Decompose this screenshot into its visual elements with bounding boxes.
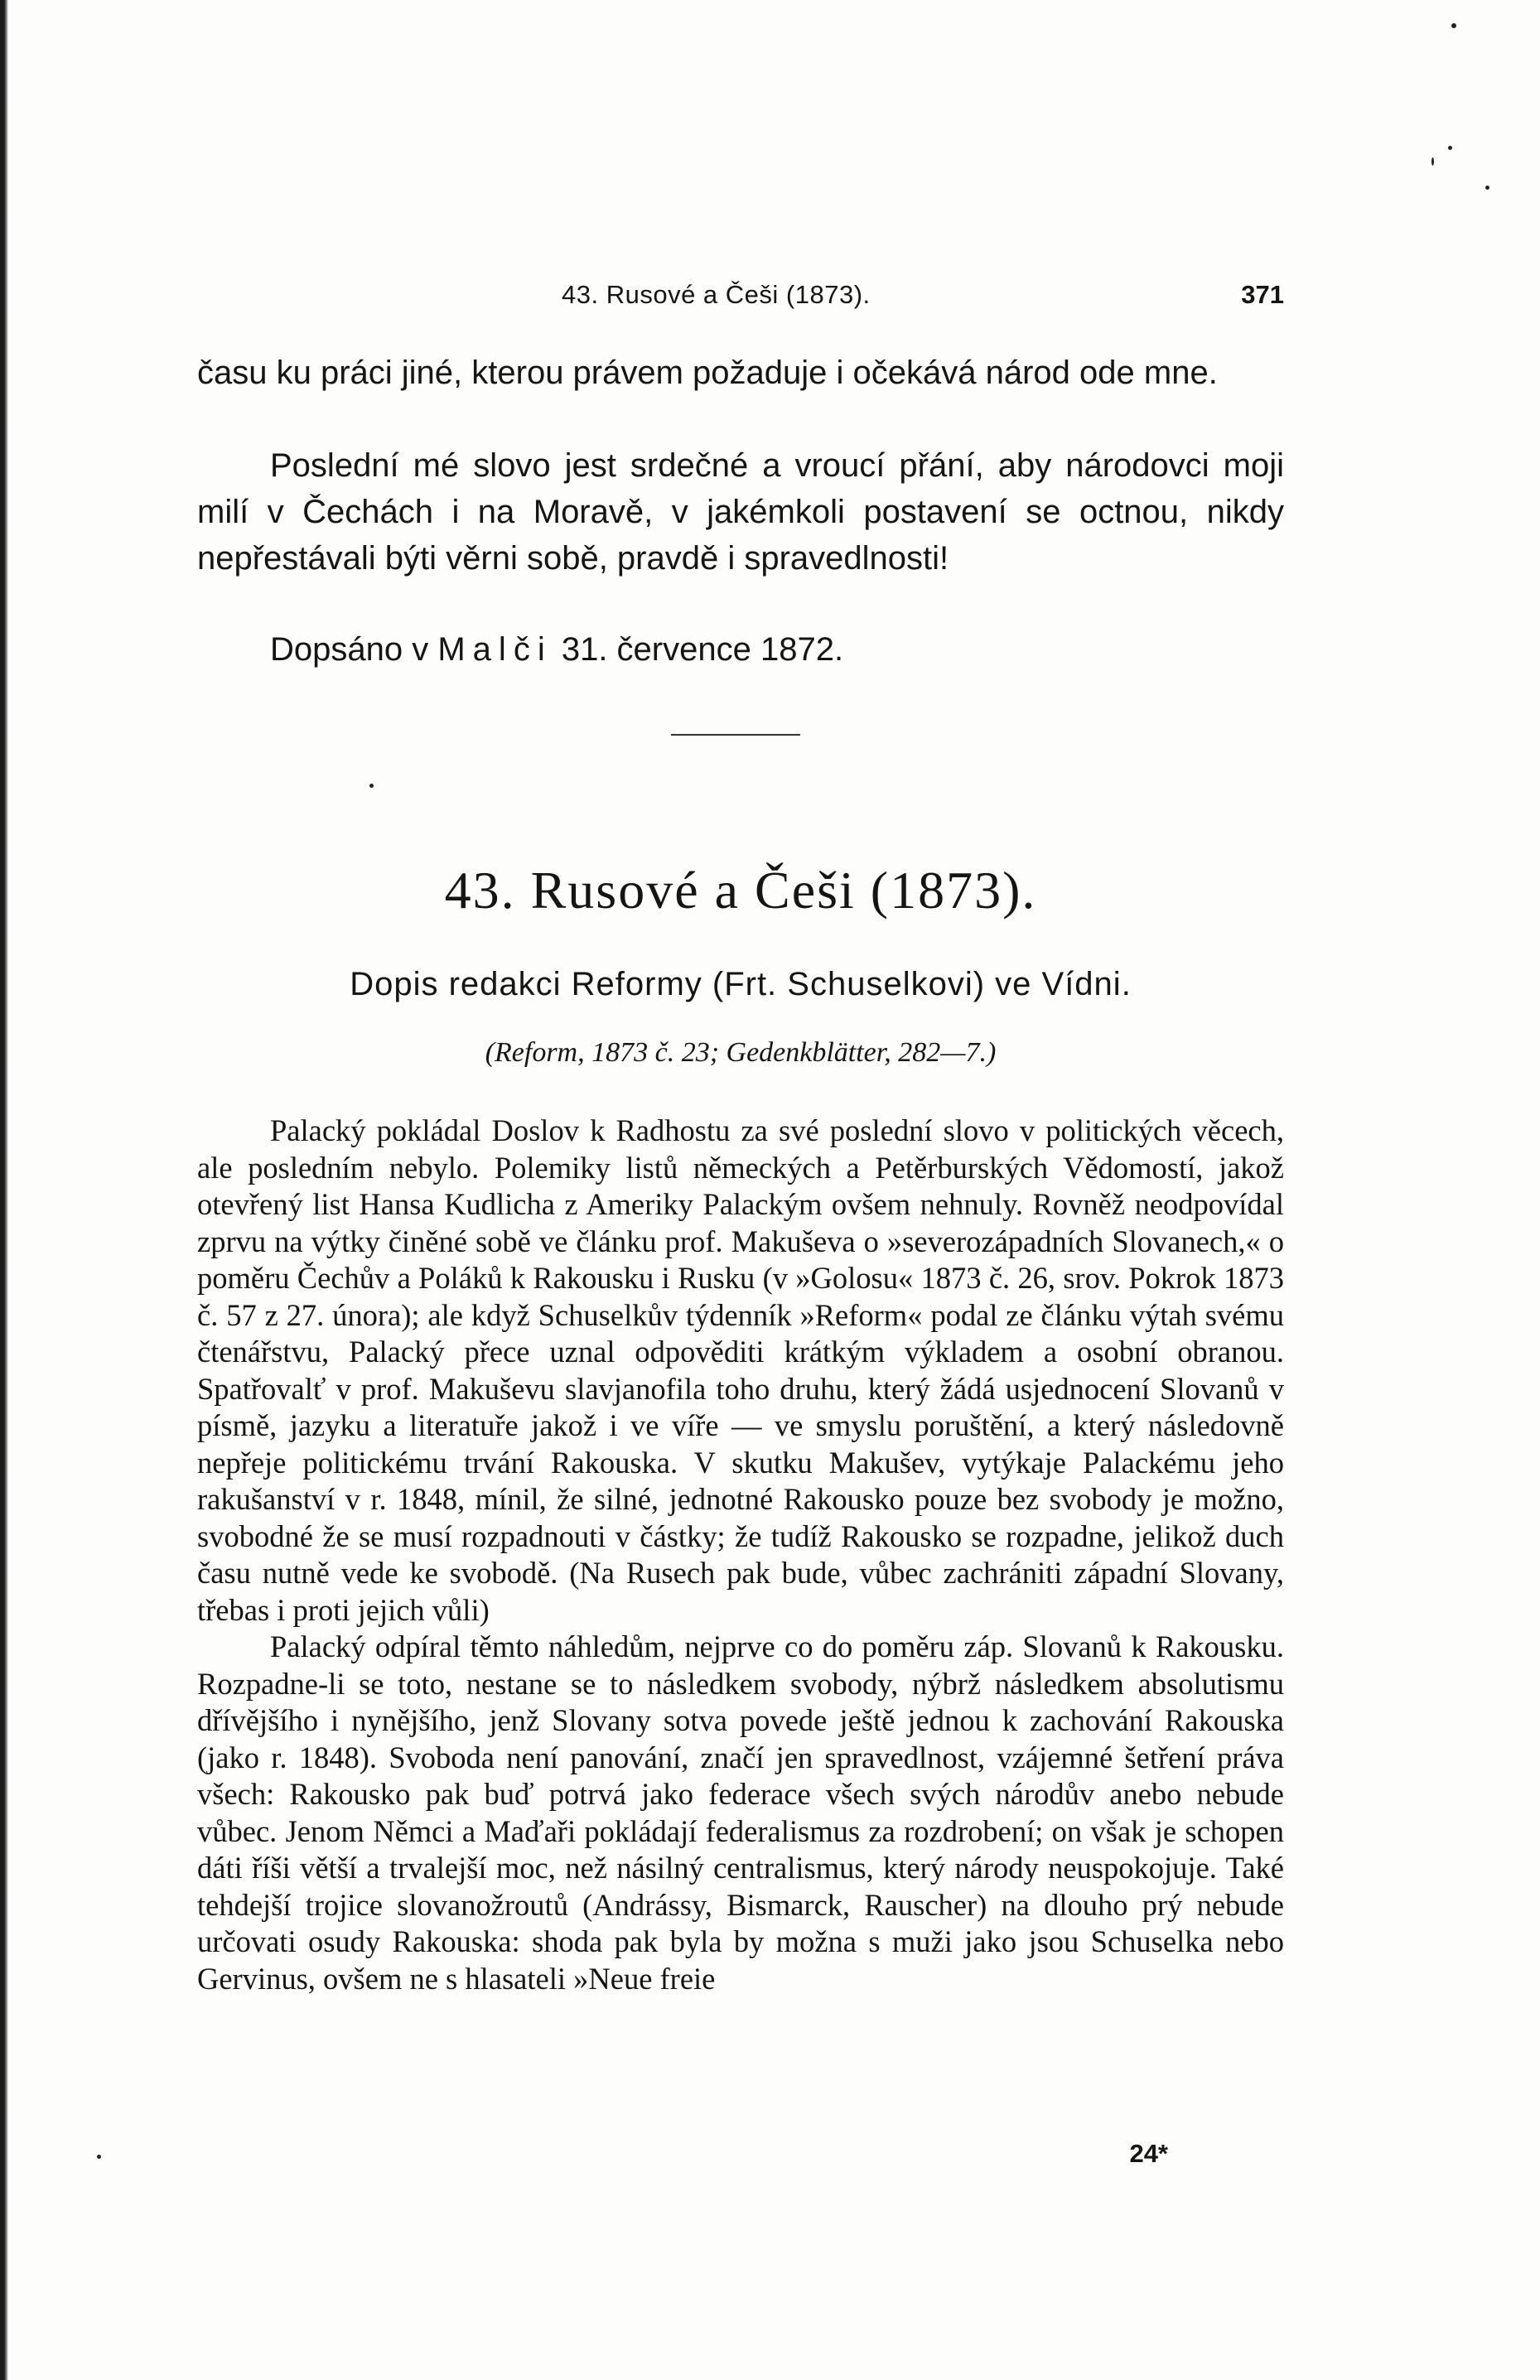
dust-speck xyxy=(369,784,374,788)
dateline xyxy=(270,631,843,669)
page-number: 371 xyxy=(1241,280,1284,309)
closing-paragraph xyxy=(197,442,1284,582)
dust-speck xyxy=(97,2155,101,2159)
running-title: 43. Rusové a Češi (1873). xyxy=(562,280,871,309)
section-divider xyxy=(671,734,800,736)
paragraph: Poslední mé slovo jest srdečné a vroucí přání, aby národovci moji milí v Čechách i na Moravě, v jakémkoli postavení se octnou, nikdy nepřestávali býti věrni sobě, pravdě i spravedlnosti! xyxy=(197,447,1284,577)
printer-signature-mark: 24* xyxy=(1129,2139,1168,2168)
paragraph: času ku práci jiné, kterou právem požaduje i očekává národ ode mne. xyxy=(197,355,1218,391)
dust-speck xyxy=(1431,157,1434,166)
dateline-place: Malči xyxy=(437,631,553,668)
previous-text-continuation xyxy=(197,350,1284,396)
chapter-title: 43. Rusové a Češi (1873). xyxy=(444,861,1037,920)
dust-speck xyxy=(1448,146,1452,150)
dust-speck xyxy=(1485,186,1489,190)
scan-border xyxy=(0,0,8,2380)
paragraph: Palacký odpíral těmto náhledům, nejprve co do poměru záp. Slovanů k Rakousku. Rozpadne-li se toto, nestane se to následkem svobody, nýbrž následkem absolutismu dřívějšího i nynějšího, jenž Slovany sotva povede ještě jednou k zachování Rakouska (jako r. 1848). Svoboda není panování, značí jen spravedlnost, vzájemné šetření práva všech: Rakousko pak buď potrvá jako federace všech svých národův anebo nebude vůbec. Jenom Němci a Maďaři pokládají federalismus za rozdrobení; on však je schopen dáti říši větší a trvalejší moc, než násilný centralismus, který národy neuspokojuje. Také tehdejší trojice slovanožroutů (Andrássy, Bismarck, Rauscher) na dlouho prý nebude určovati osudy Rakouska: shoda pak byla by možna s muži jako jsou Schuselka nebo Gervinus, ovšem ne s hlasateli »Neue freie xyxy=(197,1629,1284,1996)
dust-speck xyxy=(1451,23,1456,28)
editorial-commentary xyxy=(197,1113,1284,1997)
dateline-prefix: Dopsáno v xyxy=(270,631,429,668)
running-head xyxy=(197,280,1284,313)
paragraph: Palacký pokládal Doslov k Radhostu za své poslední slovo v politických věcech, ale posledním nebylo. Polemiky listů německých a Petěrburských Vědomostí, jakož otevřený list Hansa Kudlicha z Ameriky Palackým ovšem nehnuly. Rovněž neodpovídal zprvu na výtky činěné sobě ve článku prof. Makuševa o »severozápadních Slovanech,« o poměru Čechův a Poláků k Rakousku i Rusku (v »Golosu« 1873 č. 26, srov. Pokrok 1873 č. 57 z 27. února); ale když Schuselkův týdenník »Reform« podal ze článku výtah svému čtenářstvu, Palacký přece uznal odpověditi krátkým výkladem a osobní obranou. Spatřovalť v prof. Makuševu slavjanofila toho druhu, který žádá usjednocení Slovanů v písmě, jazyku a literatuře jakož i ve víře — ve smyslu poruštění, a který následovně nepřeje politickému trvání Rakouska. V skutku Makušev, vytýkaje Palackému jeho rakušanství v r. 1848, mínil, že silné, jednotné Rakousko pouze bez svobody je možno, svobodné že se musí rozpadnouti v částky; že tudíž Rakousko se rozpadne, jelikož duch času nutně vede ke svobodě. (Na Rusech pak bude, vůbec zachrániti západní Slovany, třebas i proti jejich vůli) xyxy=(197,1113,1284,1627)
dateline-date: 31. července 1872. xyxy=(561,631,844,668)
chapter-subtitle: Dopis redakci Reformy (Frt. Schuselkovi) ve Vídni. xyxy=(350,966,1132,1002)
source-reference: (Reform, 1873 č. 23; Gedenkblätter, 282—7.) xyxy=(485,1037,997,1068)
